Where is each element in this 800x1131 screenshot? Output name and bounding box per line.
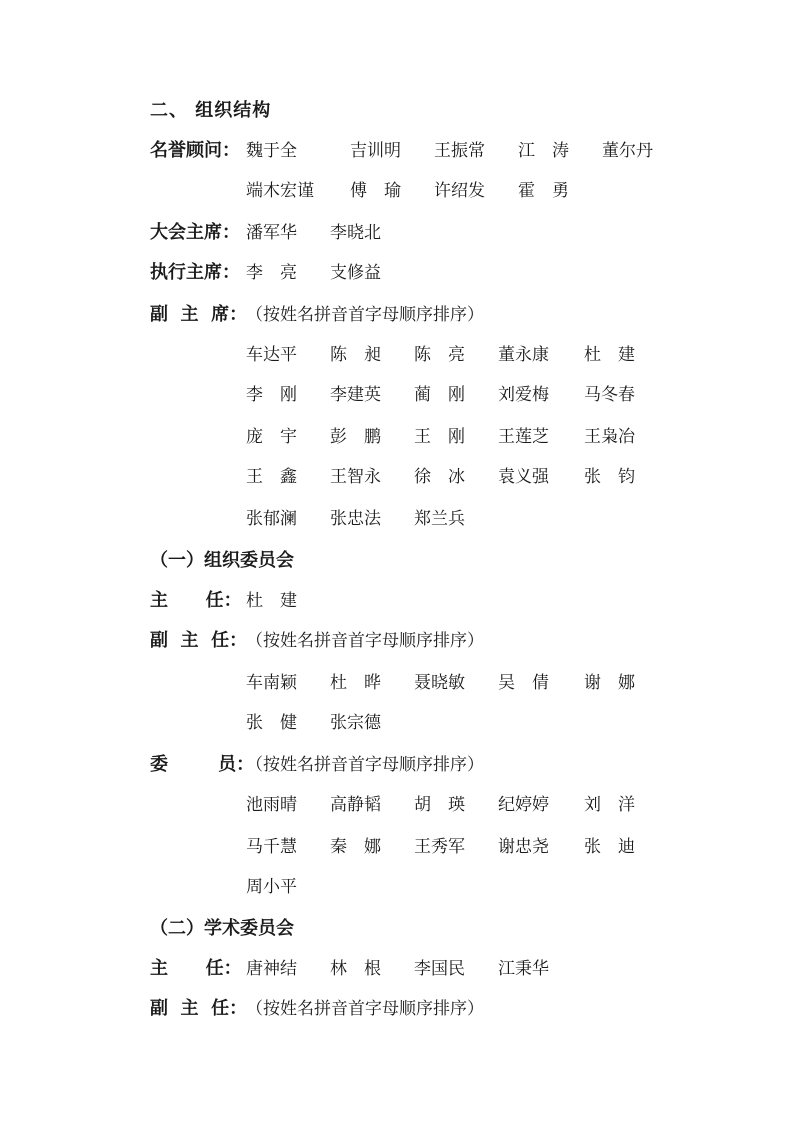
- general-chair-row: [0, 218, 800, 248]
- name: 马千慧: [246, 837, 297, 857]
- vice-chair-label: 副 主 席：: [150, 304, 248, 325]
- executive-chair-label: 执行主席：: [150, 262, 240, 283]
- name: 王振常: [434, 141, 485, 161]
- name: 端木宏谨: [246, 181, 314, 201]
- name: 李 刚: [246, 385, 297, 405]
- name: 王莲芝: [498, 427, 549, 447]
- academic-committee-title: （二）学术委员会: [150, 918, 294, 939]
- name: 张忠法: [330, 509, 381, 529]
- organizing-director-row: [0, 586, 800, 616]
- name: 陈 昶: [330, 345, 381, 365]
- name: 胡 瑛: [414, 795, 465, 815]
- name: 杜 建: [584, 345, 635, 365]
- organizing-committee-title: （一）组织委员会: [150, 550, 294, 571]
- section-title: 二、 组织结构: [150, 100, 272, 121]
- name: 张 迪: [584, 837, 635, 857]
- vice-chair-header: [0, 300, 800, 330]
- sort-note: （按姓名拼音首字母顺序排序）: [246, 999, 484, 1019]
- honorary-row-2: [0, 176, 800, 206]
- director-label: 主 任：: [150, 958, 242, 979]
- name: 唐神结: [246, 959, 297, 979]
- name: 李建英: [330, 385, 381, 405]
- name: 张郁澜: [246, 509, 297, 529]
- honorary-row-1: [0, 136, 800, 166]
- academic-director-row: [0, 954, 800, 984]
- name: 秦 娜: [330, 837, 381, 857]
- name: 陈 亮: [414, 345, 465, 365]
- vice-chair-row-3: [0, 422, 800, 452]
- director-label: 主 任：: [150, 590, 242, 611]
- name: 许绍发: [434, 181, 485, 201]
- name: 王智永: [330, 467, 381, 487]
- name: 刘 洋: [584, 795, 635, 815]
- vice-chair-row-1: [0, 340, 800, 370]
- name: 杜 建: [246, 591, 297, 611]
- name: 吴 倩: [498, 673, 549, 693]
- vice-chair-row-2: [0, 380, 800, 410]
- vice-chair-row-4: [0, 462, 800, 492]
- name: 傅 瑜: [350, 181, 401, 201]
- name: 王秀军: [414, 837, 465, 857]
- name: 徐 冰: [414, 467, 465, 487]
- name: 张 健: [246, 713, 297, 733]
- general-chair-label: 大会主席：: [150, 222, 240, 243]
- vice-chair-row-5: [0, 504, 800, 534]
- name: 谢 娜: [584, 673, 635, 693]
- name: 李国民: [414, 959, 465, 979]
- organizing-members-row-3: [0, 872, 800, 902]
- name: 江秉华: [498, 959, 549, 979]
- deputy-label: 副 主 任：: [150, 630, 248, 651]
- name: 魏于全: [246, 141, 297, 161]
- name: 彭 鹏: [330, 427, 381, 447]
- name: 袁义强: [498, 467, 549, 487]
- name: 王 鑫: [246, 467, 297, 487]
- sort-note: （按姓名拼音首字母顺序排序）: [246, 755, 484, 775]
- name: 江 涛: [518, 141, 569, 161]
- organizing-deputy-row-1: [0, 668, 800, 698]
- name: 董尔丹: [602, 141, 653, 161]
- name: 高静韬: [330, 795, 381, 815]
- honorary-label: 名誉顾问：: [150, 140, 240, 161]
- executive-chair-row: [0, 258, 800, 288]
- name: 池雨晴: [246, 795, 297, 815]
- name: 车南颖: [246, 673, 297, 693]
- sort-note: （按姓名拼音首字母顺序排序）: [246, 305, 484, 325]
- name: 郑兰兵: [414, 509, 465, 529]
- organizing-members-row-2: [0, 832, 800, 862]
- name: 周小平: [246, 877, 297, 897]
- sort-note: （按姓名拼音首字母顺序排序）: [246, 631, 484, 651]
- section-title-line: [0, 96, 800, 126]
- name: 支修益: [330, 263, 381, 283]
- name: 刘爱梅: [498, 385, 549, 405]
- name: 车达平: [246, 345, 297, 365]
- name: 潘军华: [246, 223, 297, 243]
- name: 董永康: [498, 345, 549, 365]
- name: 王 刚: [414, 427, 465, 447]
- organizing-deputy-row-2: [0, 708, 800, 738]
- name: 张 钧: [584, 467, 635, 487]
- name: 霍 勇: [518, 181, 569, 201]
- name: 吉训明: [350, 141, 401, 161]
- name: 马冬春: [584, 385, 635, 405]
- name: 蔺 刚: [414, 385, 465, 405]
- name: 李 亮: [246, 263, 297, 283]
- organizing-committee-title-line: [0, 546, 800, 576]
- name: 林 根: [330, 959, 381, 979]
- name: 聂晓敏: [414, 673, 465, 693]
- name: 张宗德: [330, 713, 381, 733]
- name: 杜 晔: [330, 673, 381, 693]
- organizing-deputy-header: [0, 626, 800, 656]
- academic-deputy-header: [0, 994, 800, 1024]
- organizing-members-header: [0, 750, 800, 780]
- deputy-label: 副 主 任：: [150, 998, 248, 1019]
- name: 纪婷婷: [498, 795, 549, 815]
- name: 谢忠尧: [498, 837, 549, 857]
- name: 庞 宇: [246, 427, 297, 447]
- academic-committee-title-line: [0, 914, 800, 944]
- members-label: 委 员：: [150, 754, 255, 775]
- name: 李晓北: [330, 223, 381, 243]
- organizing-members-row-1: [0, 790, 800, 820]
- name: 王枭冶: [584, 427, 635, 447]
